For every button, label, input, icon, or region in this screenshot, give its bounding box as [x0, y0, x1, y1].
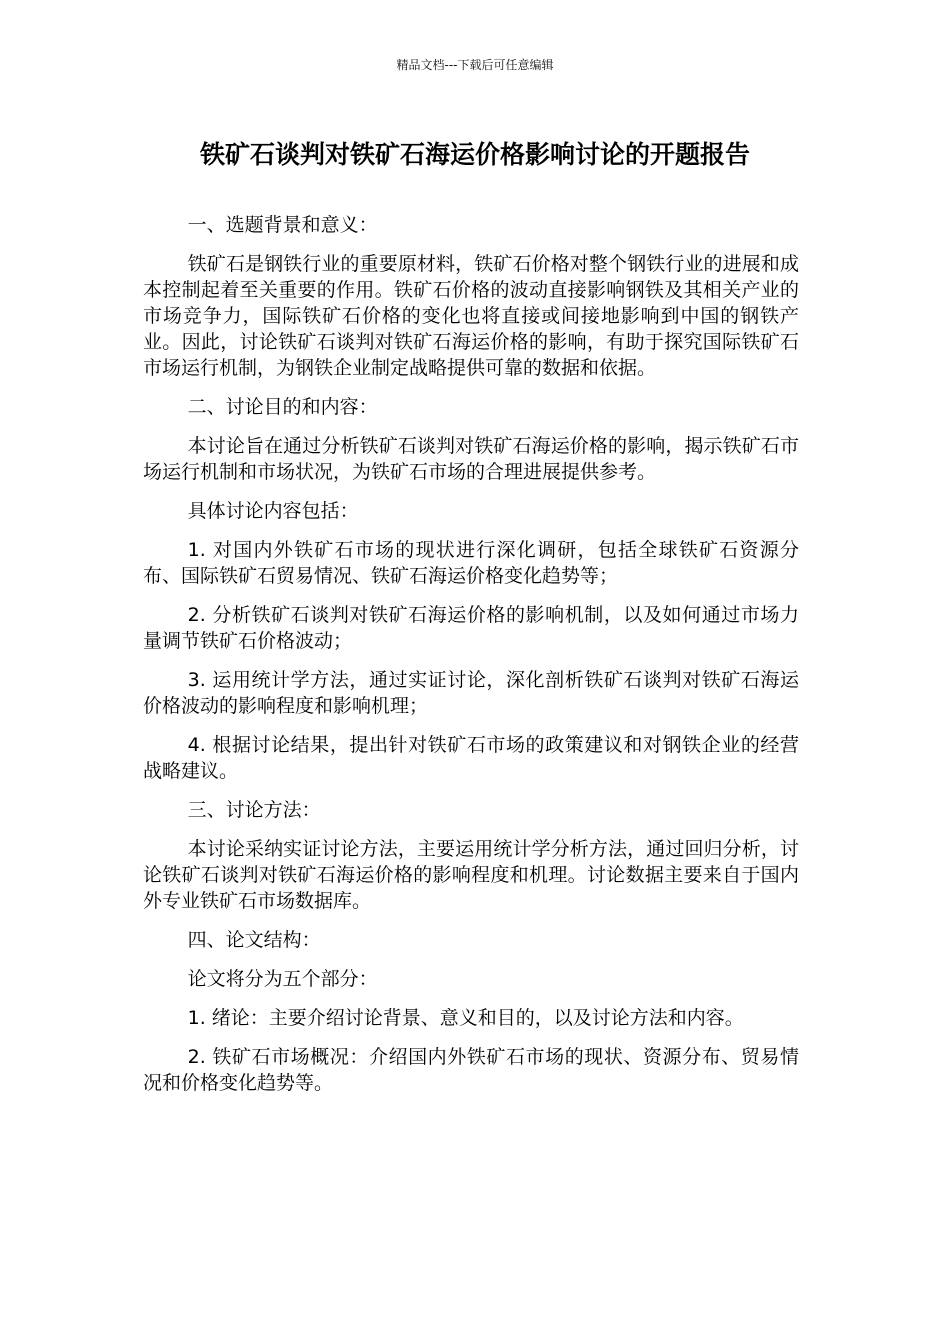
section-heading-objectives: 二、讨论目的和内容：: [187, 396, 378, 418]
list-item-structure-1: 1. 绪论：主要介绍讨论背景、意义和目的，以及讨论方法和内容。: [187, 1007, 744, 1029]
list-item-content-1: 1. 对国内外铁矿石市场的现状进行深化调研，包括全球铁矿石资源分布、国际铁矿石贸易情况、铁矿石海运价格变化趋势等；: [143, 539, 799, 587]
list-item-content-3: 3. 运用统计学方法，通过实证讨论，深化剖析铁矿石谈判对铁矿石海运价格波动的影响程度和影响机理；: [143, 669, 799, 717]
section-heading-background: 一、选题背景和意义：: [187, 214, 378, 236]
paragraph-methods: 本讨论采纳实证讨论方法，主要运用统计学分析方法，通过回归分析，讨论铁矿石谈判对铁矿石海运价格的影响程度和机理。讨论数据主要来自于国内外专业铁矿石市场数据库。: [143, 838, 799, 912]
paragraph-structure-intro: 论文将分为五个部分：: [187, 968, 378, 990]
document-title: 铁矿石谈判对铁矿石海运价格影响讨论的开题报告: [199, 140, 750, 169]
section-heading-methods: 三、讨论方法：: [187, 799, 321, 821]
paragraph-content-intro: 具体讨论内容包括：: [187, 500, 359, 522]
page-header-note: 精品文档---下载后可任意编辑: [396, 58, 554, 72]
document-body: [143, 212, 799, 1109]
list-item-content-4: 4. 根据讨论结果，提出针对铁矿石市场的政策建议和对钢铁企业的经营战略建议。: [143, 734, 799, 782]
section-heading-structure: 四、论文结构：: [187, 929, 321, 951]
list-item-structure-2: 2. 铁矿石市场概况：介绍国内外铁矿石市场的现状、资源分布、贸易情况和价格变化趋势等。: [143, 1046, 799, 1094]
list-item-content-2: 2. 分析铁矿石谈判对铁矿石海运价格的影响机制，以及如何通过市场力量调节铁矿石价格波动；: [143, 604, 799, 652]
paragraph-objectives: 本讨论旨在通过分析铁矿石谈判对铁矿石海运价格的影响，揭示铁矿石市场运行机制和市场状况，为铁矿石市场的合理进展提供参考。: [143, 435, 799, 483]
paragraph-background: 铁矿石是钢铁行业的重要原材料，铁矿石价格对整个钢铁行业的进展和成本控制起着至关重要的作用。铁矿石价格的波动直接影响钢铁及其相关产业的市场竞争力，国际铁矿石价格的变化也将直接或间接地影响到中国的钢铁产业。因此，讨论铁矿石谈判对铁矿石海运价格的影响，有助于探究国际铁矿石市场运行机制，为钢铁企业制定战略提供可靠的数据和依据。: [143, 253, 799, 379]
